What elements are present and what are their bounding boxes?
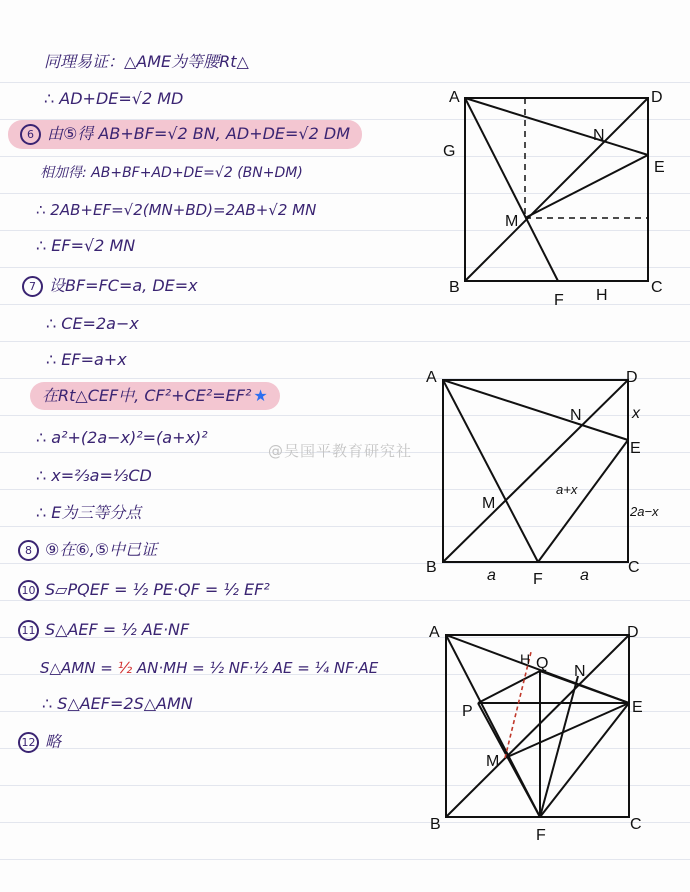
note-line-11: ∴ a²+(2a−x)²=(a+x)²	[36, 428, 208, 447]
note-line-7-text: 设BF=FC=a, DE=x	[49, 276, 198, 295]
step-number-7: 7	[22, 276, 43, 297]
fig3-label-A: A	[429, 624, 440, 641]
fig3-segment-PQ	[478, 671, 540, 703]
note-line-18: ∴ S△AEF=2S△AMN	[42, 694, 193, 713]
note-line-3-text: 由⑤得 AB+BF=√2 BN, AD+DE=√2 DM	[47, 124, 351, 143]
note-line-6: ∴ EF=√2 MN	[36, 236, 136, 255]
fig3-label-H: H	[520, 651, 531, 667]
fig3-label-P: P	[462, 703, 473, 720]
fig2-label-E: E	[630, 440, 641, 457]
fig1-label-E: E	[654, 159, 665, 176]
note-line-13: ∴ E为三等分点	[36, 503, 142, 522]
fig2-label-a-plus-x: a+x	[556, 482, 578, 497]
fig2-label-x: x	[632, 405, 640, 422]
fig3-dashed-MH	[505, 652, 531, 758]
note-line-1: 同理易证：△AME为等腰Rt△	[44, 52, 249, 71]
fig3-segment-ME	[505, 703, 629, 758]
fig2-label-2a-minus-x: 2a−x	[630, 504, 659, 519]
fig1-label-G: G	[443, 143, 456, 160]
note-line-17-post: AN·MH = ½ NF·½ AE = ¼ NF·AE	[132, 659, 379, 677]
fig3-label-D: D	[627, 624, 639, 641]
fig3-segment-FN	[540, 676, 578, 817]
fig1-label-B: B	[449, 279, 460, 296]
note-line-12: ∴ x=⅔a=⅓CD	[36, 466, 152, 485]
fig2-label-D: D	[626, 369, 638, 386]
step-number-11: 11	[18, 620, 39, 641]
fig3-segment-EF	[540, 703, 629, 817]
fig2-label-N: N	[570, 407, 582, 424]
note-line-10-text: 在Rt△CEF中, CF²+CE²=EF²	[42, 386, 252, 405]
fig1-label-M: M	[505, 213, 519, 230]
step-number-8: 8	[18, 540, 39, 561]
fig2-label-M: M	[482, 495, 496, 512]
fig1-label-H: H	[596, 287, 608, 304]
fig2-label-a-left: a	[487, 567, 496, 584]
fig2-label-F: F	[533, 571, 543, 588]
step-number-6: 6	[20, 124, 41, 145]
watermark: @吴国平教育研究社	[268, 442, 413, 460]
note-line-15-text: S▱PQEF = ½ PE·QF = ½ EF²	[45, 580, 270, 599]
fig3-label-Q: Q	[536, 655, 549, 672]
note-line-5: ∴ 2AB+EF=√2(MN+BD)=2AB+√2 MN	[36, 201, 317, 219]
fig3-label-B: B	[430, 816, 441, 833]
fig1-label-D: D	[651, 89, 663, 106]
note-line-9: ∴ EF=a+x	[46, 350, 127, 369]
note-line-4: 相加得: AB+BF+AD+DE=√2 (BN+DM)	[40, 165, 303, 181]
fig3-label-N: N	[574, 663, 586, 680]
fig3-label-C: C	[630, 816, 642, 833]
fig1-label-C: C	[651, 279, 663, 296]
note-line-19-text: 略	[45, 732, 62, 751]
step-number-10: 10	[18, 580, 39, 601]
fig1-label-F: F	[554, 292, 564, 309]
note-line-17-pre: S△AMN =	[40, 659, 118, 677]
fig2-label-B: B	[426, 559, 437, 576]
star-icon: ★	[253, 386, 268, 405]
note-line-2: ∴ AD+DE=√2 MD	[44, 89, 184, 108]
fig1-label-A: A	[449, 89, 460, 106]
note-line-17-red: ½	[117, 659, 133, 677]
fig3-label-E: E	[632, 699, 643, 716]
note-line-16-text: S△AEF = ½ AE·NF	[45, 620, 190, 639]
note-line-8: ∴ CE=2a−x	[46, 314, 139, 333]
fig3-label-M: M	[486, 753, 500, 770]
fig2-label-A: A	[426, 369, 437, 386]
step-number-12: 12	[18, 732, 39, 753]
fig1-label-N: N	[593, 127, 605, 144]
fig2-label-a-right: a	[580, 567, 589, 584]
note-line-14-text: ⑨在⑥,⑤中已证	[45, 540, 158, 559]
fig2-label-C: C	[628, 559, 640, 576]
fig3-label-F: F	[536, 827, 546, 844]
